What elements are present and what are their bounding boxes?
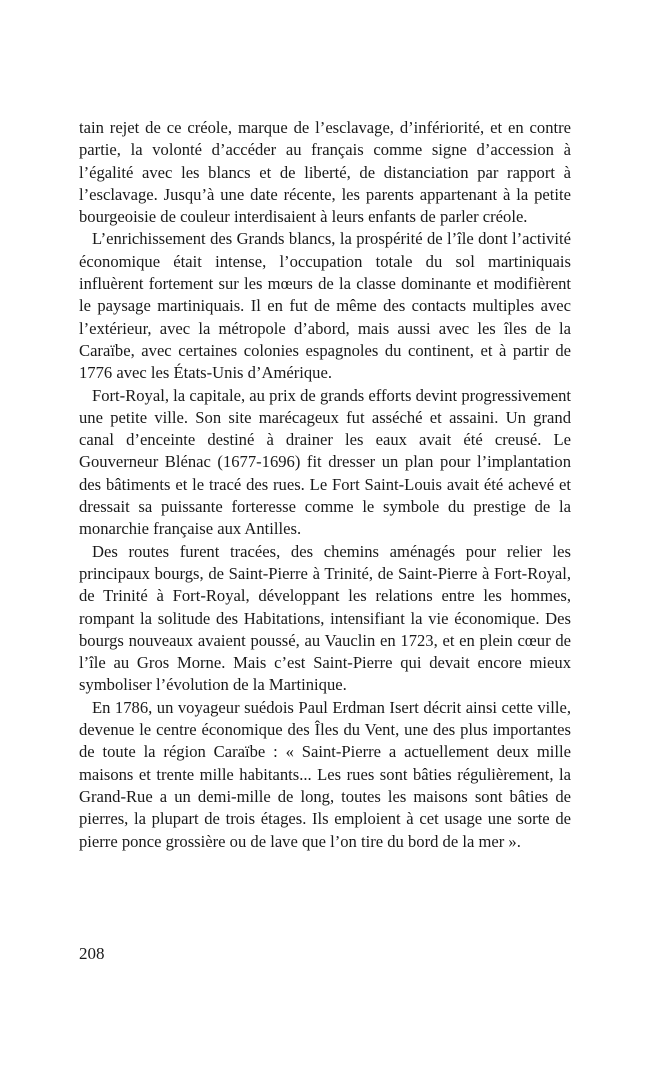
page-number: 208 [79, 944, 105, 963]
paragraph-1: tain rejet de ce créole, marque de l’esclavage, d’infériorité, et en contre partie, la volonté d’accéder au français comme signe d’accession à l’égalité avec les blancs et de liberté, de distanciation par rapport à l’esclavage. Jusqu’à une date récente, les parents appartenant à la petite bourgeoisie de couleur interdisaient à leurs enfants de parler créole. [79, 118, 571, 227]
paragraph-2: L’enrichissement des Grands blancs, la prospérité de l’île dont l’activité économique était intense, l’occupation totale du sol martiniquais influèrent fortement sur les mœurs de la classe dominante et modifièrent le paysage martiniquais. Il en fut de même des contacts multiples avec l’extérieur, avec la métropole d’abord, mais aussi avec les îles de la Caraïbe, avec certaines colonies espagnoles du continent, et à partir de 1776 avec les États-Unis d’Amérique. [79, 229, 571, 383]
paragraph-5: En 1786, un voyageur suédois Paul Erdman Isert décrit ainsi cette ville, devenue le centre économique des Îles du Vent, une des plus importantes de toute la région Caraïbe : « Saint-Pierre a actuellement deux mille maisons et trente mille habitants... Les rues sont bâties régulièrement, la Grand-Rue a un demi-mille de long, toutes les maisons sont bâties de pierres, la plupart de trois étages. Ils emploient à cet usage une sorte de pierre ponce grossière ou de lave que l’on tire du bord de la mer ». [79, 697, 571, 851]
paragraph-3: Fort-Royal, la capitale, au prix de grands efforts devint progressivement une petite ville. Son site marécageux fut asséché et assaini. Un grand canal d’enceinte destiné à drainer les eaux avait été creusé. Le Gouverneur Blénac (1677-1696) fit dresser un plan pour l’implantation des bâtiments et le tracé des rues. Le Fort Saint-Louis avait été achevé et dressait sa puissante forteresse comme le symbole du prestige de la monarchie française aux Antilles. [79, 385, 571, 539]
body-text [79, 117, 571, 853]
paragraph-4: Des routes furent tracées, des chemins aménagés pour relier les principaux bourgs, de Saint-Pierre à Trinité, de Saint-Pierre à Fort-Royal, de Trinité à Fort-Royal, développant les relations entre les hommes, rompant la solitude des Habitations, intensifiant la vie économique. Des bourgs nouveaux avaient poussé, au Vauclin en 1723, et en plein cœur de l’île au Gros Morne. Mais c’est Saint-Pierre qui devait encore mieux symboliser l’évolution de la Martinique. [79, 541, 571, 695]
